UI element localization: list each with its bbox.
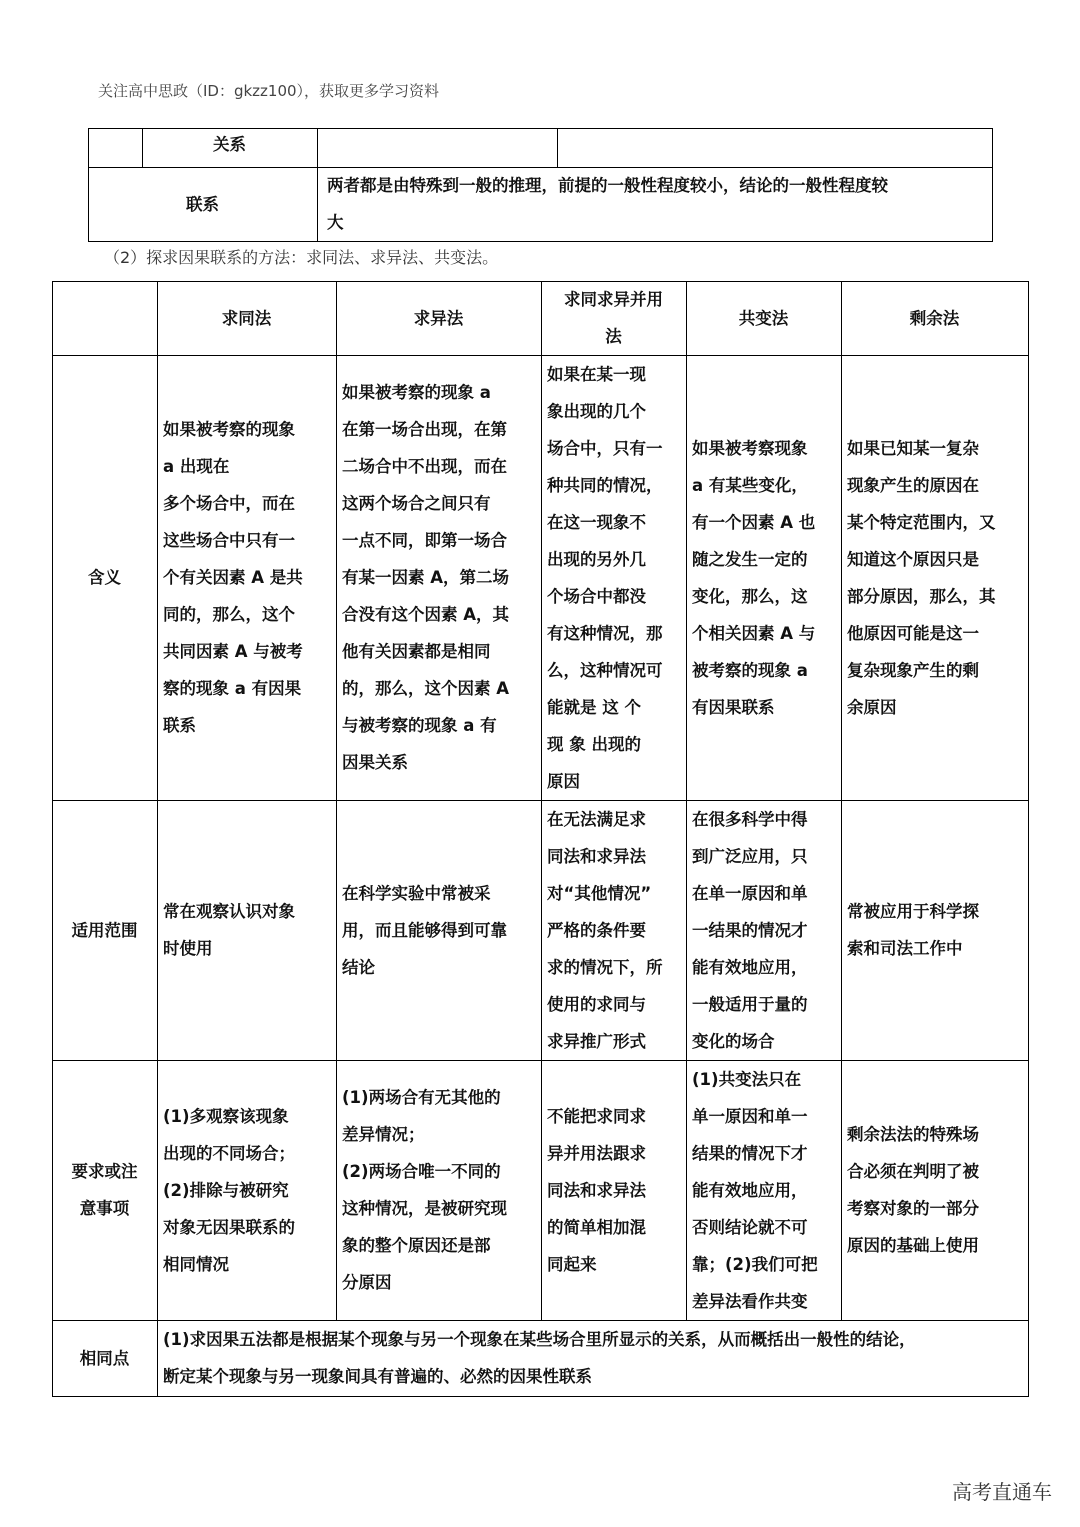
cell-text: 如果被考察现象 a 有某些变化， 有一个因素 A 也 随之发生一定的 变化，那么，这 个相关因素 A 与 被考察的现象 a 有因果联系 — [692, 438, 816, 717]
cell-text: 在无法满足求 同法和求异法 对“其他情况” 严格的条件要 求的情况下，所 使用的求同与 求异推广形式 — [547, 809, 663, 1051]
table-cell — [336, 355, 541, 800]
link-label — [88, 167, 317, 241]
cell-text: 适用范围 — [71, 920, 138, 940]
cell-text: 剩余法 — [909, 308, 960, 328]
cell-text: 如果已知某一复杂 现象产生的原因在 某个特定范围内，又 知道这个原因只是 部分原因，那么，其 他原因可能是这一 复杂现象产生的剩 余原因 — [847, 438, 996, 717]
cell-text: 剩余法法的特殊场 合必须在判明了被 考察对象的一部分 原因的基础上使用 — [847, 1125, 979, 1255]
cell-text: 要求或注 意事项 — [71, 1162, 138, 1218]
column-header — [157, 281, 336, 355]
link-text — [317, 167, 992, 241]
cell-text: 关系 — [213, 134, 246, 154]
table-border — [992, 128, 993, 242]
table-cell — [686, 1060, 841, 1320]
table-cell — [841, 800, 1028, 1060]
table-cell — [541, 355, 686, 800]
cell-text: 求同求异并用 法 — [564, 290, 663, 346]
row-label — [52, 1060, 157, 1320]
table-cell — [686, 800, 841, 1060]
table-cell — [686, 355, 841, 800]
relation-label — [142, 128, 317, 160]
cell-text: (1)两场合有无其他的 差异情况； (2)两场合唯一不同的 这种情况，是被研究现 象的整个原因还是部 分原因 — [342, 1088, 507, 1292]
table-cell — [157, 355, 336, 800]
cell-text: (1)求因果五法都是根据某个现象与另一个现象在某些场合里所显示的关系，从而概括出一般性的结论， 断定某个现象与另一现象间具有普遍的、必然的因果性联系 — [163, 1330, 916, 1386]
watermark-footer: 高考直通车 — [952, 1480, 1052, 1504]
column-header — [541, 281, 686, 355]
table-cell — [336, 800, 541, 1060]
row-label — [52, 355, 157, 800]
table-border — [557, 128, 558, 168]
table-border — [1028, 281, 1029, 1397]
cell-text: 求同法 — [221, 308, 272, 328]
cell-text: 如果在某一现 象出现的几个 场合中，只有一 种共同的情况， 在这一现象不 出现的另外几 个场合中都没 有这种情况，那 么，这种情况可 能就是 这 个 现 象 出现的 原因 — [547, 364, 663, 791]
cell-text: 相同点 — [79, 1348, 130, 1368]
table-border — [88, 241, 993, 242]
cell-text: 在很多科学中得 到广泛应用，只 在单一原因和单 一结果的情况才 能有效地应用， 一般适用于量的 变化的场合 — [692, 809, 808, 1051]
column-header — [686, 281, 841, 355]
cell-text: 联系 — [186, 194, 219, 214]
cell-text: 常被应用于科学探 索和司法工作中 — [847, 902, 979, 958]
cell-text: (1)多观察该现象 出现的不同场合； (2)排除与被研究 对象无因果联系的 相同情况 — [163, 1106, 295, 1274]
column-header — [336, 281, 541, 355]
cell-text: 常在观察认识对象 时使用 — [163, 902, 295, 958]
table-cell — [157, 800, 336, 1060]
cell-text: 共变法 — [738, 308, 789, 328]
column-header — [841, 281, 1028, 355]
page-header: 关注高中思政（ID：gkzz100），获取更多学习资料 — [98, 82, 440, 100]
table-cell — [157, 1320, 1028, 1396]
cell-text: 如果被考察的现象 a 在第一场合出现，在第 二场合中不出现，而在 这两个场合之间只有 一点不同，即第一场合 有某一因素 A，第二场 合没有这个因素 A，其 他有关因素都是相同 的，那么，这个因素 A 与被考察的现象 a 有 因果关系 — [342, 383, 510, 772]
cell-text: 求异法 — [413, 308, 464, 328]
section-subtitle: （2）探求因果联系的方法：求同法、求异法、共变法。 — [104, 248, 499, 267]
cell-text: 如果被考察的现象 a 出现在 多个场合中，而在 这些场合中只有一 个有关因素 A 是共 同的，那么，这个 共同因素 A 与被考 察的现象 a 有因果 联系 — [163, 420, 303, 735]
cell-text: 在科学实验中常被采 用，而且能够得到可靠 结论 — [342, 883, 507, 977]
table-cell — [841, 355, 1028, 800]
table-cell — [541, 1060, 686, 1320]
row-label — [52, 1320, 157, 1396]
cell-text: (1)共变法只在 单一原因和单一 结果的情况下才 能有效地应用， 否则结论就不可 靠；(2)我们可把 差异法看作共变 — [692, 1069, 818, 1311]
table-cell — [336, 1060, 541, 1320]
table-cell — [841, 1060, 1028, 1320]
row-label — [52, 800, 157, 1060]
table-cell — [541, 800, 686, 1060]
table-cell — [157, 1060, 336, 1320]
table-border — [52, 1396, 1029, 1397]
cell-text: 两者都是由特殊到一般的推理，前提的一般性程度较小，结论的一般性程度较 大 — [327, 176, 888, 232]
cell-text: 不能把求同求 异并用法跟求 同法和求异法 的简单相加混 同起来 — [547, 1106, 646, 1274]
cell-text: 含义 — [88, 568, 121, 587]
